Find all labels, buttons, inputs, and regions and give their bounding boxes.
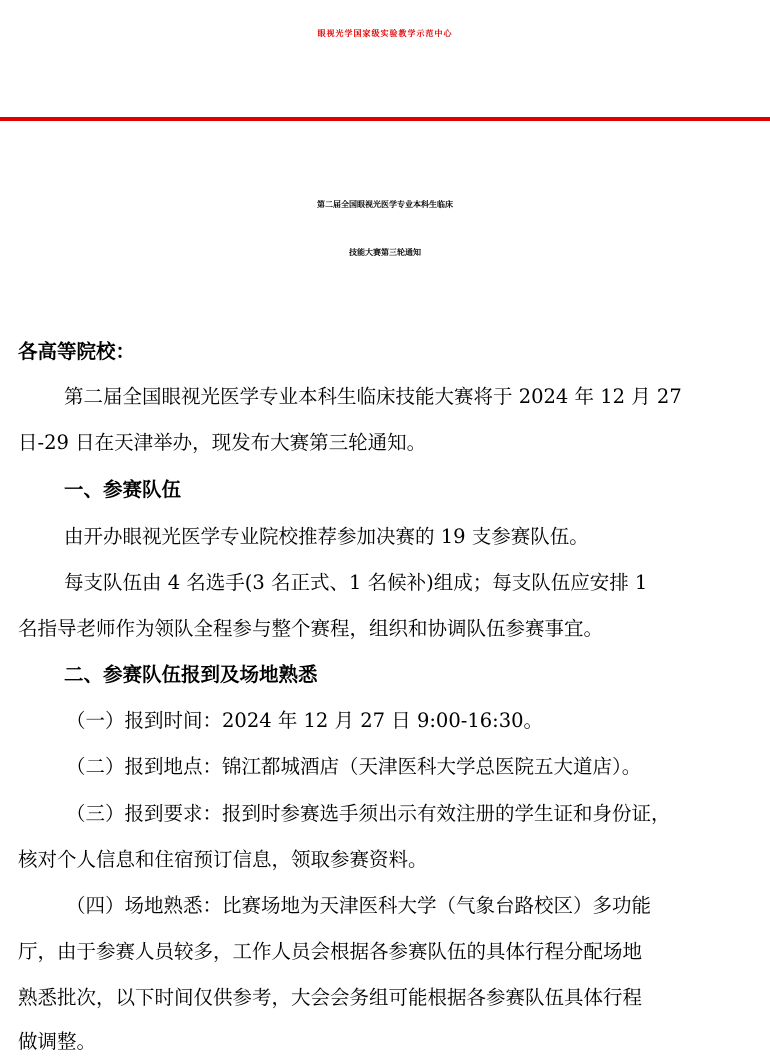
- section-2-heading: 二、参赛队伍报到及场地熟悉: [64, 663, 318, 686]
- section-2-item-3-line-1: （三）报到要求：报到时参赛选手须出示有效注册的学生证和身份证，: [66, 802, 671, 825]
- notice-title-line-1: 第二届全国眼视光医学专业本科生临床: [317, 199, 453, 209]
- section-1-paragraph-1: 由开办眼视光医学专业院校推荐参加决赛的 19 支参赛队伍。: [64, 525, 589, 548]
- letterhead-title: 眼视光学国家级实验教学示范中心: [317, 28, 453, 38]
- section-2-item-1: （一）报到时间：2024 年 12 月 27 日 9:00-16:30。: [66, 709, 544, 732]
- section-2-item-4-line-4: 做调整。: [18, 1030, 97, 1053]
- intro-paragraph-line-2: 日-29 日在天津举办，现发布大赛第三轮通知。: [18, 431, 427, 454]
- letterhead-divider: [0, 117, 770, 121]
- notice-title-line-2: 技能大赛第三轮通知: [349, 247, 421, 257]
- section-2-item-2: （二）报到地点：锦江都城酒店（天津医科大学总医院五大道店）。: [66, 755, 642, 778]
- section-2-item-4-line-1: （四）场地熟悉：比赛场地为天津医科大学（气象台路校区）多功能: [66, 894, 652, 917]
- salutation: 各高等院校：: [18, 340, 136, 363]
- section-2-item-3-line-2: 核对个人信息和住宿预订信息，领取参赛资料。: [18, 848, 428, 871]
- section-1-paragraph-2-line-1: 每支队伍由 4 名选手(3 名正式、1 名候补)组成；每支队伍应安排 1: [64, 571, 648, 594]
- intro-paragraph-line-1: 第二届全国眼视光医学专业本科生临床技能大赛将于 2024 年 12 月 27: [64, 385, 682, 408]
- section-1-heading: 一、参赛队伍: [64, 478, 182, 501]
- section-2-item-4-line-2: 厅，由于参赛人员较多，工作人员会根据各参赛队伍的具体行程分配场地: [18, 940, 643, 963]
- section-2-item-4-line-3: 熟悉批次，以下时间仅供参考，大会会务组可能根据各参赛队伍具体行程: [18, 986, 643, 1009]
- section-1-paragraph-2-line-2: 名指导老师作为领队全程参与整个赛程，组织和协调队伍参赛事宜。: [18, 617, 604, 640]
